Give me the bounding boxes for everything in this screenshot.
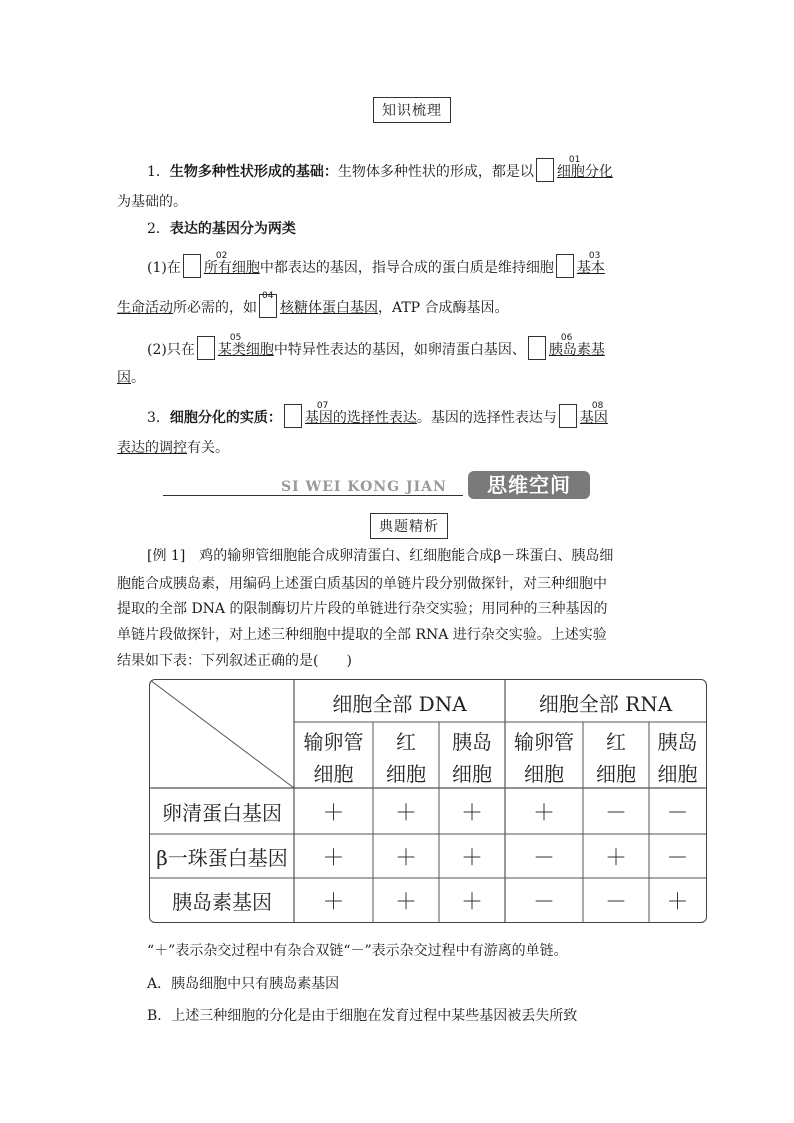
blank-box-07: 07 (284, 404, 302, 428)
point-number: 1． (147, 164, 170, 180)
example-line-4: 单链片段做探针，对上述三种细胞中提取的全部 RNA 进行杂交实验。上述实验 (117, 627, 607, 643)
knowledge-point-1 (117, 155, 677, 182)
result-mark: ＋ (666, 890, 689, 915)
result-mark: ＋ (460, 801, 483, 826)
option-b: B．上述三种细胞的分化是由于细胞在发育过程中某些基因被丢失所致 (147, 1008, 578, 1024)
banner-pinyin: SI WEI KONG JIAN (281, 479, 447, 495)
example-heading (370, 513, 448, 539)
banner-title: 思维空间 (468, 471, 590, 499)
answer-05: 某类细胞 (217, 342, 274, 358)
banner-rule (163, 495, 463, 496)
sub-header: 红 细胞 (386, 730, 426, 786)
blank-box-06: 06 (528, 336, 546, 360)
sub-header: 胰岛 细胞 (452, 730, 492, 786)
point-number: 2． (147, 221, 170, 237)
result-mark: － (532, 890, 555, 915)
point-text: 有关。 (187, 440, 229, 456)
sub-header: 红 细胞 (596, 730, 636, 786)
point-text: 为基础的。 (117, 194, 187, 210)
result-mark: ＋ (460, 890, 483, 915)
result-mark: ＋ (532, 801, 555, 826)
result-mark: ＋ (394, 801, 417, 826)
knowledge-heading (373, 97, 451, 123)
point-text: 所必需的，如 (173, 300, 257, 316)
result-mark: ＋ (394, 846, 417, 871)
result-mark: － (666, 801, 689, 826)
knowledge-heading-text: 知识梳理 (382, 103, 442, 119)
point-text: 生物体多种性状的形成，都是以 (337, 164, 534, 180)
point-title: 表达的基因分为两类 (169, 221, 296, 237)
result-mark: ＋ (322, 890, 345, 915)
knowledge-point-2-1-line2 (117, 291, 677, 318)
knowledge-point-2 (117, 219, 677, 239)
blank-box-04: 04 (259, 294, 277, 318)
group-header-dna: 细胞全部 DNA (332, 692, 467, 716)
point-title: 生物多种性状形成的基础 (169, 164, 324, 180)
group-header-rna: 细胞全部 RNA (538, 692, 673, 716)
answer-07: 基因的选择性表达 (304, 410, 417, 426)
table-note: “＋”表示杂交过程中有杂合双链“－”表示杂交过程中有游离的单链。 (147, 943, 568, 959)
point-text: 中特异性表达的基因，如卵清蛋白基因、 (273, 342, 526, 358)
knowledge-point-3 (117, 401, 677, 428)
colon: ： (267, 410, 282, 426)
result-mark: － (532, 846, 555, 871)
point-text: 中都表达的基因，指导合成的蛋白质是维持细胞 (259, 260, 554, 276)
result-mark: ＋ (460, 846, 483, 871)
answer-03-cont: 生命活动 (117, 300, 173, 316)
result-mark: ＋ (604, 846, 627, 871)
answer-06-cont: 因 (117, 370, 131, 386)
result-table (149, 679, 707, 923)
example-line-1: [例 1] 鸡的输卵管细胞能合成卵清蛋白、红细胞能合成β－珠蛋白、胰岛细 (147, 548, 614, 564)
row-label: 卵清蛋白基因 (162, 801, 282, 825)
sub-header: 输卵管 细胞 (514, 730, 574, 786)
knowledge-point-3-line2 (117, 438, 677, 458)
blank-box-08: 08 (559, 404, 577, 428)
answer-03: 基本 (576, 260, 605, 276)
result-mark: － (604, 890, 627, 915)
colon: ： (323, 164, 338, 180)
knowledge-point-2-2 (117, 333, 677, 360)
answer-02: 所有细胞 (203, 260, 260, 276)
blank-box-05: 05 (197, 336, 215, 360)
sub-header: 输卵管 细胞 (303, 730, 364, 786)
point-number: 3． (147, 410, 170, 426)
example-line-3: 提取的全部 DNA 的限制酶切片片段的单链进行杂交实验；用同种的三种基因的 (117, 601, 608, 617)
point-title: 细胞分化的实质 (169, 410, 268, 426)
blank-box-03: 03 (556, 254, 574, 278)
point-text: ，ATP 合成酶基因。 (378, 300, 509, 316)
result-mark: ＋ (322, 846, 345, 871)
point-text: 。基因的选择性表达与 (416, 410, 557, 426)
knowledge-point-2-2-line2 (117, 368, 677, 388)
blank-box-01: 01 (536, 158, 554, 182)
knowledge-point-1-line2 (117, 192, 677, 212)
knowledge-point-2-1 (117, 251, 677, 278)
point-text: (1)在 (147, 260, 181, 276)
answer-01: 细胞分化 (556, 164, 613, 180)
point-text: (2)只在 (147, 342, 195, 358)
example-line-5: 结果如下表：下列叙述正确的是( ) (117, 653, 352, 669)
blank-box-02: 02 (183, 254, 201, 278)
result-mark: － (666, 846, 689, 871)
result-mark: ＋ (322, 801, 345, 826)
answer-06: 胰岛素基 (548, 342, 605, 358)
answer-08-cont: 表达的调控 (117, 440, 187, 456)
row-label: β一珠蛋白基因 (156, 846, 288, 870)
answer-04: 核糖体蛋白基因 (280, 300, 378, 316)
point-text: 。 (131, 370, 145, 386)
example-line-2: 胞能合成胰岛素，用编码上述蛋白质基因的单链片段分别做探针，对三种细胞中 (117, 576, 607, 592)
sub-header: 胰岛 细胞 (657, 730, 698, 786)
example-heading-text: 典题精析 (379, 519, 439, 535)
result-mark: － (604, 801, 627, 826)
row-label: 胰岛素基因 (172, 890, 272, 914)
answer-08: 基因 (579, 410, 608, 426)
result-mark: ＋ (394, 890, 417, 915)
option-a: A．胰岛细胞中只有胰岛素基因 (147, 976, 340, 992)
